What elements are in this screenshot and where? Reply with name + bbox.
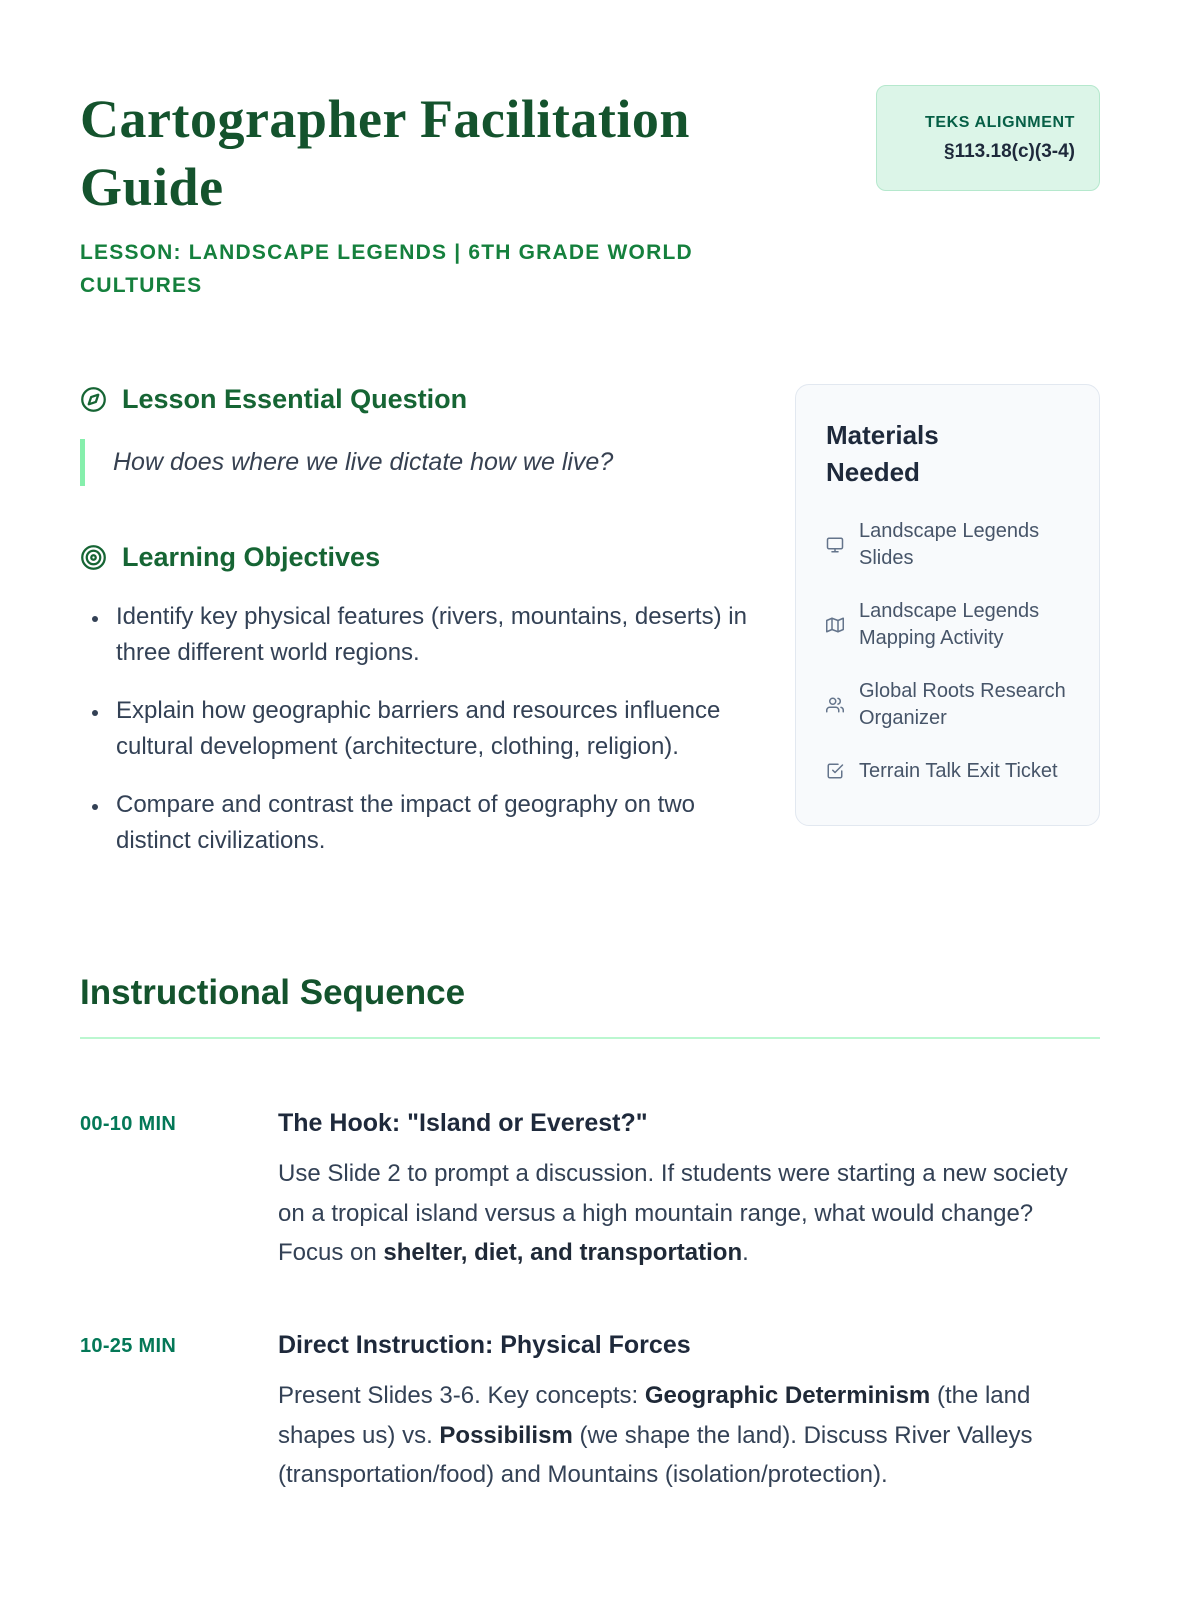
- compass-icon: [80, 386, 107, 413]
- material-item: [826, 758, 1069, 785]
- main-content-column: [80, 384, 755, 881]
- map-icon: [826, 616, 844, 634]
- sequence-step: [80, 1109, 1100, 1273]
- teks-alignment-badge: [876, 85, 1100, 191]
- step-description: Present Slides 3-6. Key concepts: Geographic Determinism (the land shapes us) vs. Possibilism (we shape the land). Discuss River Valleys (transportation/food) and Mountains (isolation/protection).: [278, 1381, 1033, 1489]
- main-columns: [80, 384, 1100, 881]
- material-item-label: Landscape Legends Mapping Activity: [859, 599, 1040, 649]
- essential-question-quote: How does where we live dictate how we live?: [80, 439, 755, 486]
- section-divider: [80, 1037, 1100, 1039]
- instructional-sequence-section: [80, 973, 1100, 1495]
- page-title: Cartographer Facilitation Guide: [80, 89, 690, 218]
- monitor-icon: [826, 536, 844, 554]
- learning-objectives-heading: [80, 542, 755, 573]
- objective-item: • Explain how geographic barriers and resources influence cultural development (architecture, clothing, religion).: [110, 693, 755, 765]
- step-time-badge: 00-10 MIN: [80, 1113, 177, 1136]
- learning-objectives-heading-label: Learning Objectives: [122, 542, 381, 573]
- target-icon: [80, 544, 107, 571]
- materials-needed-card: [795, 384, 1100, 826]
- step-title: Direct Instruction: Physical Forces: [278, 1330, 691, 1359]
- essential-question-heading: [80, 384, 755, 415]
- materials-list: [826, 518, 1069, 785]
- objective-item: • Compare and contrast the impact of geography on two distinct civilizations.: [110, 787, 755, 859]
- essential-question-heading-label: Lesson Essential Question: [122, 384, 468, 415]
- essential-question-section: [80, 384, 755, 486]
- teks-code: §113.18(c)(3-4): [944, 140, 1075, 162]
- objective-item: • Identify key physical features (rivers, mountains, deserts) in three different world regions.: [110, 599, 755, 671]
- users-icon: [826, 696, 844, 714]
- step-content: [278, 1109, 1100, 1273]
- materials-heading: Materials Needed: [826, 420, 939, 487]
- material-item: [826, 518, 1069, 572]
- instructional-sequence-heading: Instructional Sequence: [80, 973, 466, 1013]
- sequence-step: [80, 1331, 1100, 1495]
- learning-objectives-section: [80, 542, 755, 859]
- step-title: The Hook: "Island or Everest?": [278, 1109, 648, 1138]
- header-title-block: [80, 85, 846, 302]
- material-item: [826, 598, 1069, 652]
- material-item-label: Terrain Talk Exit Ticket: [859, 759, 1058, 782]
- page-header: [80, 85, 1100, 302]
- teks-label: TEKS ALIGNMENT: [924, 114, 1075, 131]
- step-content: [278, 1331, 1100, 1495]
- material-item-label: Global Roots Research Organizer: [859, 679, 1066, 729]
- step-description: Use Slide 2 to prompt a discussion. If students were starting a new society on a tropical island versus a high mountain range, what would change? Focus on shelter, diet, and transportation.: [278, 1160, 1068, 1267]
- check-square-icon: [826, 762, 844, 780]
- objectives-list: [80, 599, 755, 859]
- lesson-subtitle: LESSON: LANDSCAPE LEGENDS | 6TH GRADE WORLD CULTURES: [80, 241, 693, 297]
- material-item-label: Landscape Legends Slides: [859, 519, 1040, 569]
- material-item: [826, 678, 1069, 732]
- step-time-badge: 10-25 MIN: [80, 1334, 177, 1357]
